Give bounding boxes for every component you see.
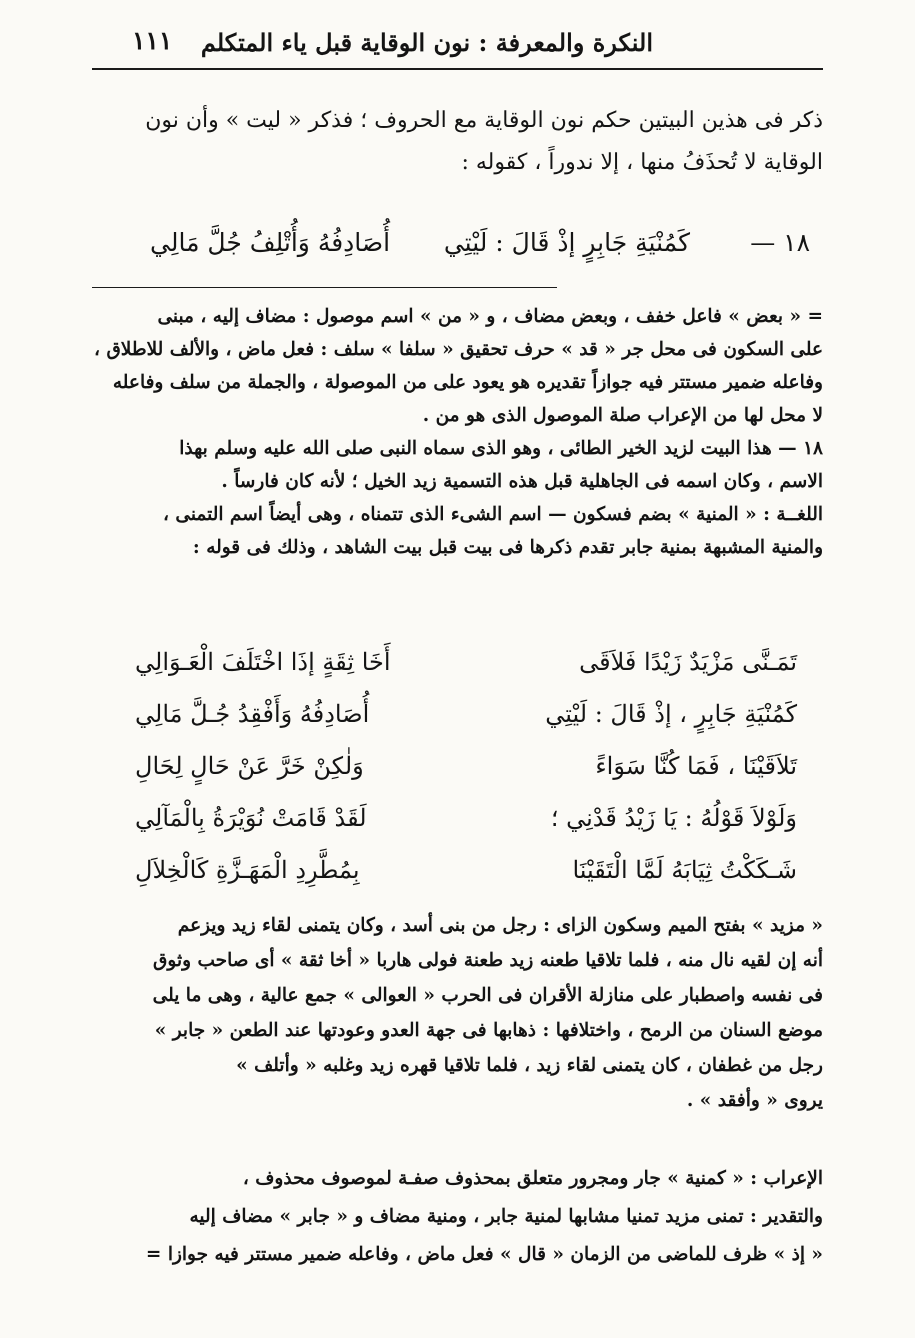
- verse-hemistich-second: أُصَادِفُهُ وَأُتْلِفُ جُلَّ مَالِي: [150, 228, 391, 257]
- footnote-line: رجل من غطفان ، كان يتمنى لقاء زيد ، فلما تلاقيا قهره زيد وغلبه « وأتلف »: [236, 1055, 823, 1076]
- footnote-line: « إذ » ظرف للماضى من الزمان « قال » فعل ماض ، وفاعله ضمير مستتر فيه جوازا =: [145, 1244, 823, 1265]
- footnote-line: والمنية المشبهة بمنية جابر تقدم ذكرها فى بيت قبل بيت الشاهد ، وذلك فى قوله :: [192, 537, 823, 558]
- footnote-line: وفاعله ضمير مستتر فيه جوازاً تقديره هو يعود على من الموصولة ، والجملة من سلف وفاعله: [112, 372, 823, 393]
- footnote-line: = « بعض » فاعل خفف ، وبعض مضاف ، و « من » اسم موصول : مضاف إليه ، مبنى: [157, 306, 823, 327]
- footnote-line: أنه إن لقيه نال منه ، فلما تلاقيا طعنه زيد طعنة فولى هاربا « أخا ثقة » أى صاحب وثوق: [153, 950, 823, 971]
- intro-line: الوقاية لا تُحذَفُ منها ، إلا ندوراً ، كقوله :: [461, 150, 823, 175]
- poem-hemistich-first: شَـكَكْتُ ثِيَابَهُ لَمَّا الْتَقَيْنَا: [572, 856, 797, 884]
- footnote-line: الإعراب : « كمنية » جار ومجرور متعلق بمحذوف صفـة لموصوف محذوف ،: [242, 1168, 823, 1189]
- poem-hemistich-second: أَخَا ثِقَةٍ إذَا اخْتَلَفَ الْعَـوَالِي: [135, 648, 391, 676]
- verse-hemistich-first: كَمُنْيَةِ جَابِرٍ إذْ قَالَ : لَيْتِي: [443, 228, 690, 257]
- intro-paragraph: [92, 100, 823, 184]
- footnote-line: ١٨ — هذا البيت لزيد الخير الطائى ، وهو الذى سماه النبى صلى الله عليه وسلم بهذا: [179, 438, 823, 459]
- poem-hemistich-first: كَمُنْيَةِ جَابِرٍ ، إذْ قَالَ : لَيْتِي: [545, 700, 797, 728]
- footnote-line: اللغــة : « المنية » بضم فسكون — اسم الشىء الذى تتمناه ، وهى أيضاً اسم التمنى ،: [163, 504, 823, 525]
- footnotes-block-2: [92, 908, 823, 1118]
- poem-hemistich-second: وَلٰكِنْ خَرَّ عَنْ حَالٍ لِحَالِ: [135, 752, 364, 780]
- verse-18: [150, 224, 810, 272]
- footnote-line: والتقدير : تمنى مزيد تمنيا مشابها لمنية جابر ، ومنية مضاف و « جابر » مضاف إليه: [189, 1206, 823, 1227]
- footnote-line: لا محل لها من الإعراب صلة الموصول الذى هو من .: [422, 405, 823, 426]
- footnote-line: على السكون فى محل جر « قد » حرف تحقيق « سلفا » سلف : فعل ماض ، والألف للاطلاق ،: [94, 339, 823, 360]
- poem-hemistich-first: تَلاَقَيْنَا ، فَمَا كُنَّا سَوَاءً: [595, 752, 797, 780]
- header-title: النكرة والمعرفة : نون الوقاية قبل ياء المتكلم: [200, 28, 653, 57]
- footnote-line: فى نفسه واصطبار على منازلة الأقران فى الحرب « العوالى » جمع عالية ، وهى ما يلى: [152, 985, 823, 1006]
- verse-number: ١٨ —: [750, 228, 810, 257]
- header-rule: [92, 68, 823, 70]
- poem-verse: [135, 694, 797, 746]
- poem-hemistich-first: تَمَـنَّى مَزْيَدٌ زَيْدًا فَلاَقَى: [579, 648, 797, 676]
- footnotes-block-1: [92, 300, 823, 564]
- poem-verse: [135, 850, 797, 902]
- poem-hemistich-first: وَلَوْلاَ قَوْلُهُ : يَا زَيْدُ قَدْنِي ؛: [550, 804, 797, 832]
- poem-verse: [135, 798, 797, 850]
- poem-hemistich-second: لَقَدْ قَامَتْ نُوَيْرَةُ بِالْمَآلِي: [135, 804, 367, 832]
- poem-verse: [135, 642, 797, 694]
- page-number: ١١١: [132, 26, 173, 55]
- running-header: [92, 22, 823, 62]
- footnote-line: موضع السنان من الرمح ، واختلافها : ذهابها فى جهة العدو وعودتها عند الطعن « جابر »: [154, 1020, 823, 1041]
- footnote-rule: [92, 287, 557, 288]
- poem-verse: [135, 746, 797, 798]
- footnotes-block-3: [92, 1160, 823, 1274]
- intro-line: ذكر فى هذين البيتين حكم نون الوقاية مع الحروف ؛ فذكر « ليت » وأن نون: [145, 108, 823, 133]
- poem-hemistich-second: أُصَادِفُهُ وَأَفْقِدُ جُـلَّ مَالِي: [135, 700, 370, 728]
- footnote-line: يروى « وأفقد » .: [686, 1090, 823, 1111]
- footnote-line: « مزيد » بفتح الميم وسكون الزاى : رجل من بنى أسد ، وكان يتمنى لقاء زيد ويزعم: [177, 915, 823, 936]
- footnote-line: الاسم ، وكان اسمه فى الجاهلية قبل هذه التسمية زيد الخيل ؛ لأنه كان فارساً .: [221, 471, 823, 492]
- poem-hemistich-second: بِمُطَّرِدِ الْمَهَـزَّةِ كَالْخِلاَلِ: [135, 856, 360, 884]
- poem-block: [135, 642, 797, 902]
